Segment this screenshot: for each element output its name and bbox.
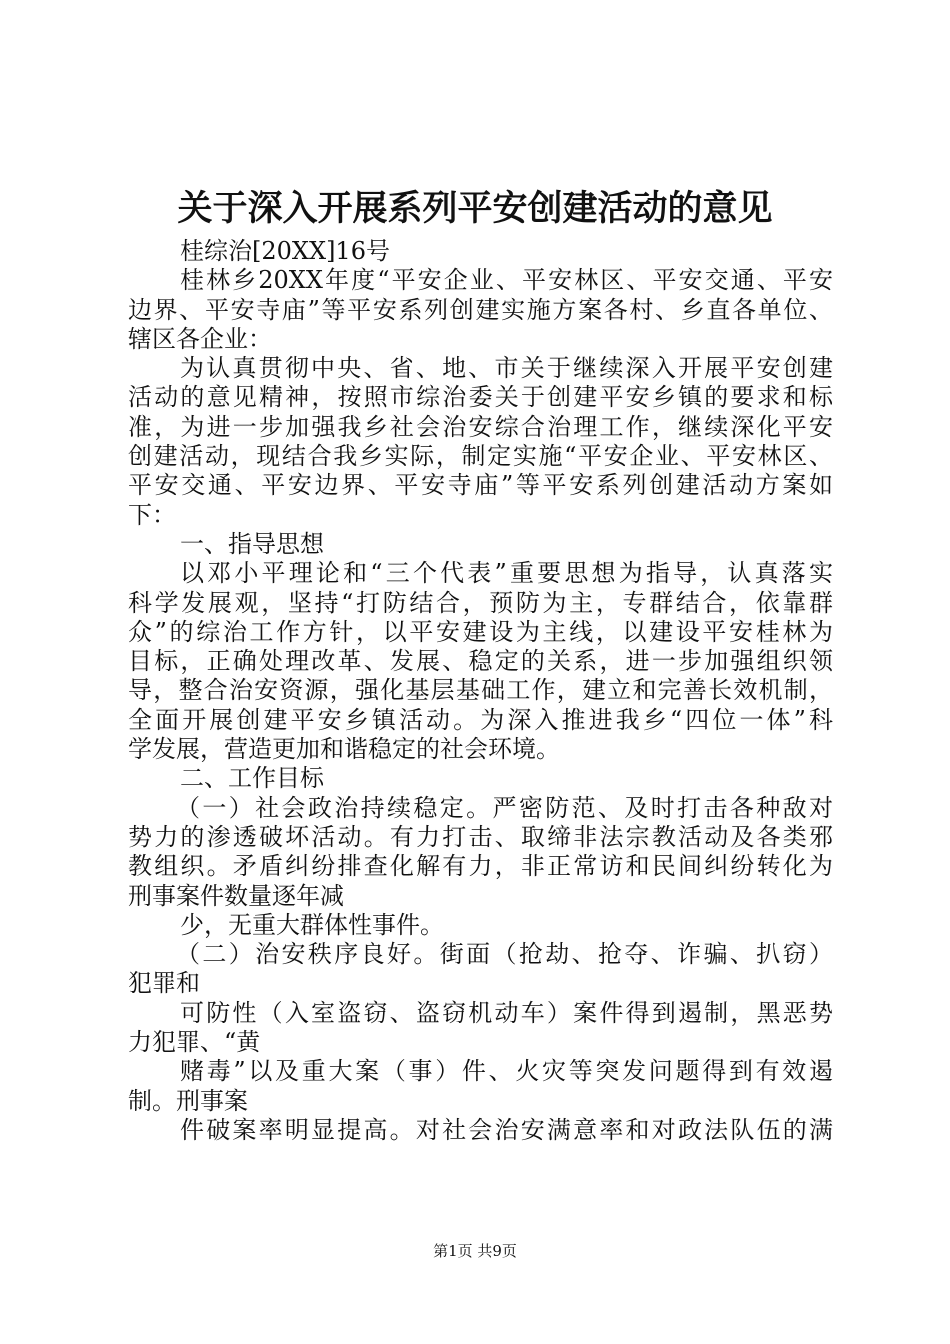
document-title: 关于深入开展系列平安创建活动的意见 xyxy=(177,188,773,229)
paragraph-line: 以邓小平理论和“三个代表”重要思想为指导，认真落实 xyxy=(180,559,833,588)
paragraph-line: 件破案率明显提高。对社会治安满意率和对政法队伍的满 xyxy=(180,1115,833,1144)
paragraph-line: 众”的综治工作方针，以平安建设为主线，以建设平安桂林为 xyxy=(128,617,833,646)
paragraph-line: 创建活动，现结合我乡实际，制定实施“平安企业、平安林区、 xyxy=(128,442,833,471)
section-heading: 一、指导思想 xyxy=(180,529,324,558)
paragraph-line: 平安交通、平安边界、平安寺庙”等平安系列创建活动方案如 xyxy=(128,471,833,500)
paragraph-line: （一）社会政治持续稳定。严密防范、及时打击各种敌对 xyxy=(176,793,833,822)
paragraph-line: 桂林乡20XX年度“平安企业、平安林区、平安交通、平安 xyxy=(180,266,833,295)
paragraph-line: 赌毒”以及重大案（事）件、火灾等突发问题得到有效遏 xyxy=(180,1057,833,1086)
section-heading: 二、工作目标 xyxy=(180,764,324,793)
paragraph-line: 目标，正确处理改革、发展、稳定的关系，进一步加强组织领 xyxy=(128,647,833,676)
page-footer: 第1页 共9页 xyxy=(433,1242,517,1260)
paragraph-line: 全面开展创建平安乡镇活动。为深入推进我乡“四位一体”科 xyxy=(128,705,833,734)
paragraph-line: 势力的渗透破坏活动。有力打击、取缔非法宗教活动及各类邪 xyxy=(128,822,833,851)
paragraph-line: 辖区各企业： xyxy=(128,324,272,353)
paragraph-line: 科学发展观，坚持“打防结合，预防为主，专群结合，依靠群 xyxy=(128,588,833,617)
paragraph-line: 制。刑事案 xyxy=(128,1086,248,1115)
paragraph-line: 可防性（入室盗窃、盗窃机动车）案件得到遏制，黑恶势 xyxy=(180,998,833,1027)
document-body xyxy=(128,237,833,1145)
paragraph-line: 边界、平安寺庙”等平安系列创建实施方案各村、乡直各单位、 xyxy=(128,295,833,324)
paragraph-line: 犯罪和 xyxy=(128,969,200,998)
paragraph-line: 学发展，营造更加和谐稳定的社会环境。 xyxy=(128,735,560,764)
paragraph-line: 教组织。矛盾纠纷排查化解有力，非正常访和民间纠纷转化为 xyxy=(128,852,833,881)
paragraph-line: 力犯罪、“黄 xyxy=(128,1028,261,1057)
paragraph-line: 为认真贯彻中央、省、地、市关于继续深入开展平安创建 xyxy=(180,354,833,383)
paragraph-line: 导，整合治安资源，强化基层基础工作，建立和完善长效机制， xyxy=(128,676,833,705)
document-number: 桂综治[20XX]16号 xyxy=(180,237,390,265)
paragraph-line: 准，为进一步加强我乡社会治安综合治理工作，继续深化平安 xyxy=(128,412,833,441)
paragraph-line: 少，无重大群体性事件。 xyxy=(180,910,444,939)
paragraph-line: （二）治安秩序良好。街面（抢劫、抢夺、诈骗、扒窃） xyxy=(176,940,833,969)
paragraph-line: 活动的意见精神，按照市综治委关于创建平安乡镇的要求和标 xyxy=(128,383,833,412)
paragraph-line: 刑事案件数量逐年减 xyxy=(128,881,344,910)
paragraph-line: 下： xyxy=(128,500,176,529)
